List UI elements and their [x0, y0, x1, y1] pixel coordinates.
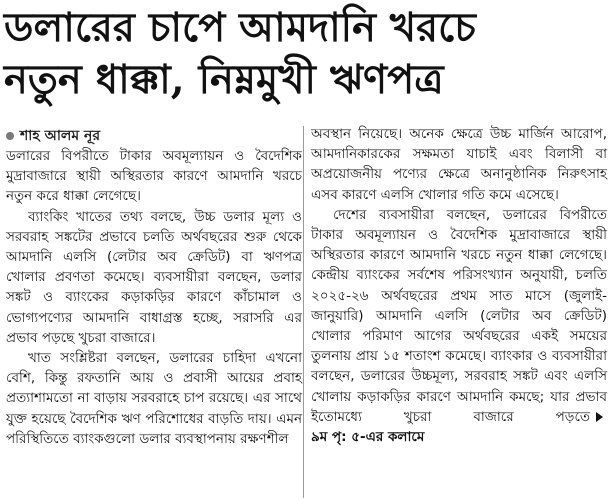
left-column: [6, 146, 302, 449]
paragraph-text: দেশের ব্যবসায়ীরা বলছেন, ডলারের বিপরীতে টাকার অবমূল্যায়ন ও বৈদেশিক মুদ্রাবাজারে স্থায়ী অস্থিরতার কারণে আমদানি খরচে নতুন ধাক্কা লেগেছে। কেন্দ্রীয় ব্যাংকের সর্বশেষ পরিসংখ্যান অনুযায়ী, চলতি ২০২৫-২৬ অর্থবছরের প্রথম সাত মাসে (জুলাই-জানুয়ারি) আমদানি এলসি (লেটার অব ক্রেডিট) খোলার পরিমাণ আগের অর্থবছরের একই সময়ের তুলনায় প্রায় ১৫ শতাংশ কমেছে। ব্যাংকার ও ব্যবসায়ীরা বলছেন, ডলারের উচ্চমূল্য, সরবরাহ সঙ্কট এবং এলসি খোলায় কড়াকড়ির কারণে আমদানি কমছে; যার প্রভাব ইতোমধ্যে খুচরা বাজারে পড়তে: [311, 206, 607, 425]
paragraph: অবস্থান নিয়েছে। অনেক ক্ষেত্রে উচ্চ মার্জিন আরোপ, আমদানিকারকের সক্ষমতা যাচাই এবং বিলাসী বা অপ্রয়োজনীয় পণ্যের ক্ষেত্রে অনানুষ্ঠানিক নিরুৎসাহ এসব কারণে এলসি খোলার গতি কমে এসেছে।: [311, 126, 607, 203]
author-name: শাহ আলম নূর: [20, 128, 101, 144]
bullet-icon: [6, 132, 14, 140]
paragraph: খাত সংশ্লিষ্টরা বলছেন, ডলারের চাহিদা এখনো বেশি, কিন্তু রফতানি আয় ও প্রবাসী আয়ের প্রবাহ প্রত্যাশামতো না বাড়ায় সরবরাহে চাপ রয়েছে। এর সাথে যুক্ত হয়েছে বৈদেশিক ঋণ পরিশোধের বাড়তি দায়। এমন পরিস্থিতিতে ব্যাংকগুলো ডলার ব্যবস্থাপনায় রক্ষণশীল: [6, 350, 302, 447]
triangle-arrow-icon: [596, 412, 603, 422]
byline: [6, 124, 296, 148]
continuation-note[interactable]: ৯ম পৃ: ৫-এর কলামে: [311, 429, 425, 446]
headline-line-1: ডলারের চাপে আমদানি খরচে: [4, 4, 476, 51]
column-divider: [303, 126, 304, 498]
paragraph: [311, 205, 607, 447]
paragraph: ব্যাংকিং খাতের তথ্য বলছে, উচ্চ ডলার মূল্য ও সরবরাহ সঙ্কটের প্রভাবে চলতি অর্থবছরের শুরু থেকে আমদানি এলসি (লেটার অব ক্রেডিট) বা ঋণপত্র খোলার প্রবণতা কমেছে। ব্যবসায়ীরা বলছেন, ডলার সঙ্কট ও ব্যাংকের কড়াকড়ির কারণে কাঁচামাল ও ভোগ্যপণ্যের আমদানি বাধাগ্রস্ত হচ্ছে, সরাসরি এর প্রভাব পড়ছে খুচরা বাজারে।: [6, 208, 302, 346]
headline: [4, 2, 604, 106]
right-column: [311, 124, 607, 447]
headline-line-2: নতুন ধাক্কা, নিম্নমুখী ঋণপত্র: [4, 56, 444, 103]
paragraph: ডলারের বিপরীতে টাকার অবমূল্যায়ন ও বৈদেশিক মুদ্রাবাজারে স্থায়ী অস্থিরতার কারণে আমদানি খরচে নতুন করে ধাক্কা লেগেছে।: [6, 148, 302, 205]
